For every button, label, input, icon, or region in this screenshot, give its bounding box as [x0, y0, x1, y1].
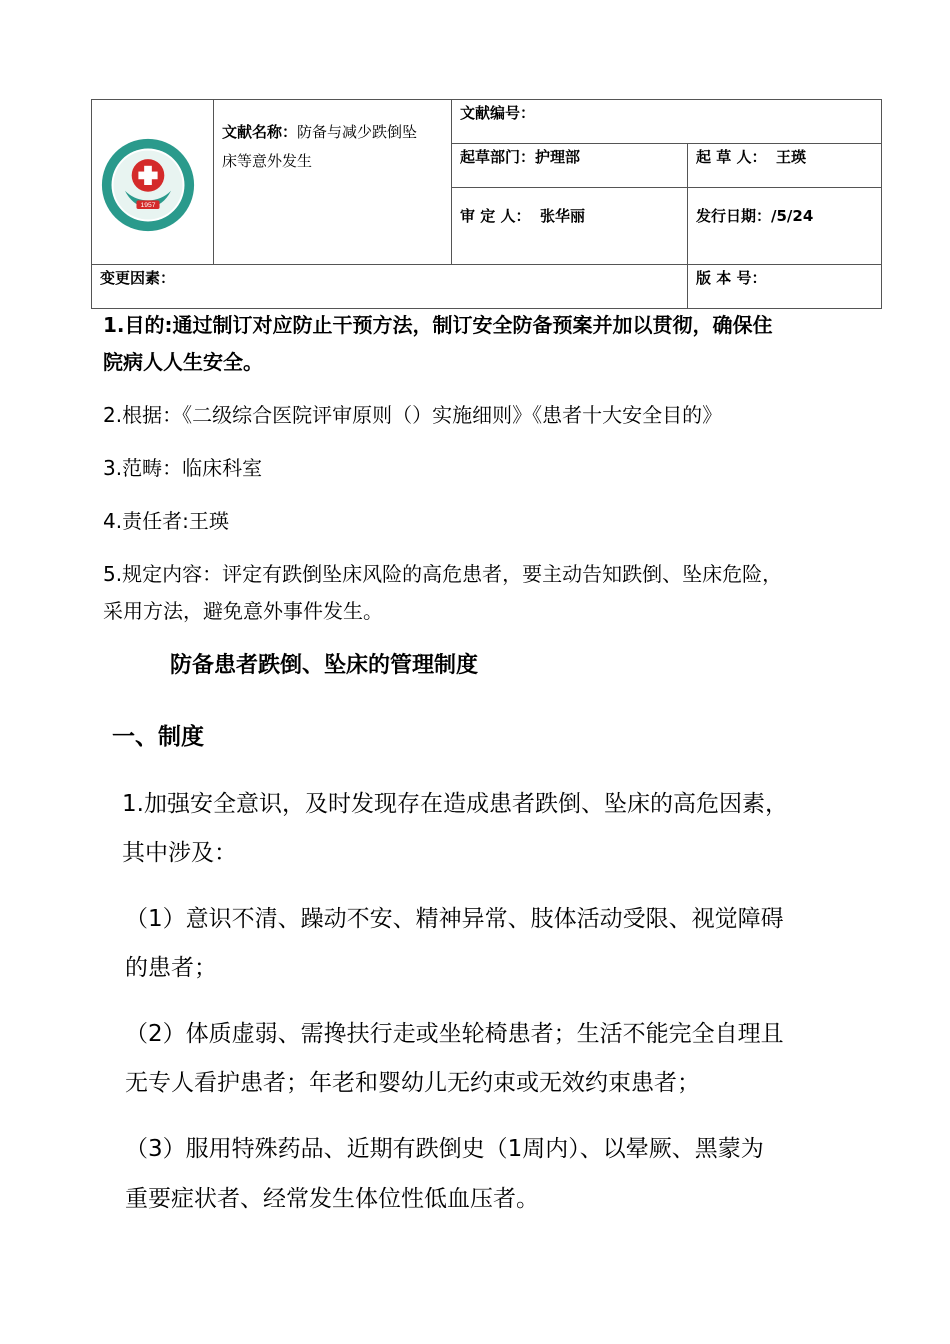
change-cell — [92, 265, 688, 309]
basis-paragraph: 2.根据：《二级综合医院评审原则（）实施细则》《患者十大安全目的》 — [103, 403, 723, 427]
sub1-line1: （1）意识不清、躁动不安、精神异常、肢体活动受限、视觉障碍 — [125, 906, 784, 932]
sub2-line2: 无专人看护患者；年老和婴幼儿无约束或无效约束患者； — [125, 1070, 700, 1096]
purpose-line2: 院病人人生安全。 — [103, 350, 263, 374]
logo-cell — [92, 100, 214, 265]
sub3-line1: （3）服用特殊药品、近期有跌倒史（1周内）、以晕厥、黑蒙为 — [125, 1136, 764, 1162]
doc-number-cell — [452, 100, 882, 144]
issue-date-value: /5/24 — [771, 207, 814, 225]
responsible-paragraph: 4.责任者:王瑛 — [103, 509, 229, 533]
dept-value: 护理部 — [535, 148, 581, 166]
sub3-line2: 重要症状者、经常发生体位性低血压者。 — [125, 1186, 539, 1212]
version-cell — [688, 265, 882, 309]
doc-name-label: 文献名称： — [222, 123, 298, 141]
dept-label: 起草部门： — [460, 148, 536, 166]
drafter-value: 王瑛 — [776, 148, 807, 166]
document-header-table — [91, 99, 882, 309]
reviewer-cell — [452, 188, 688, 265]
content-line2: 采用方法，避免意外事件发生。 — [103, 599, 383, 623]
doc-number-label: 文献编号： — [460, 104, 536, 122]
version-label: 版 本 号： — [696, 269, 767, 287]
purpose-line1: 1.目的:通过制订对应防止干预方法，制订安全防备预案并加以贯彻，确保住 — [103, 313, 773, 337]
sub1-line2: 的患者； — [125, 955, 217, 981]
item1-line2: 其中涉及： — [122, 840, 237, 866]
item1-line1: 1.加强安全意识，及时发现存在造成患者跌倒、坠床的高危因素， — [122, 791, 788, 817]
doc-name-cell — [214, 100, 452, 265]
doc-name-value-line2: 床等意外发生 — [222, 152, 313, 170]
sub2-line1: （2）体质虚弱、需搀扶行走或坐轮椅患者；生活不能完全自理且 — [125, 1021, 784, 1047]
chapter-heading: 一、制度 — [112, 724, 204, 750]
drafter-cell — [688, 144, 882, 188]
section-title: 防备患者跌倒、坠床的管理制度 — [170, 653, 479, 678]
drafter-label: 起 草 人： — [696, 148, 767, 166]
reviewer-value: 张华丽 — [540, 207, 586, 225]
issue-date-cell — [688, 188, 882, 265]
dept-cell — [452, 144, 688, 188]
change-label: 变更因素： — [100, 269, 176, 287]
logo-year: 1957 — [140, 202, 156, 210]
doc-name-value-line1: 防备与减少跌倒坠 — [297, 123, 418, 141]
scope-paragraph: 3.范畴：临床科室 — [103, 456, 263, 480]
content-line1: 5.规定内容：评定有跌倒坠床风险的高危患者，要主动告知跌倒、坠床危险， — [103, 562, 783, 586]
reviewer-label: 审 定 人： — [460, 207, 531, 225]
issue-date-label: 发行日期： — [696, 207, 772, 225]
hospital-logo — [100, 137, 196, 233]
